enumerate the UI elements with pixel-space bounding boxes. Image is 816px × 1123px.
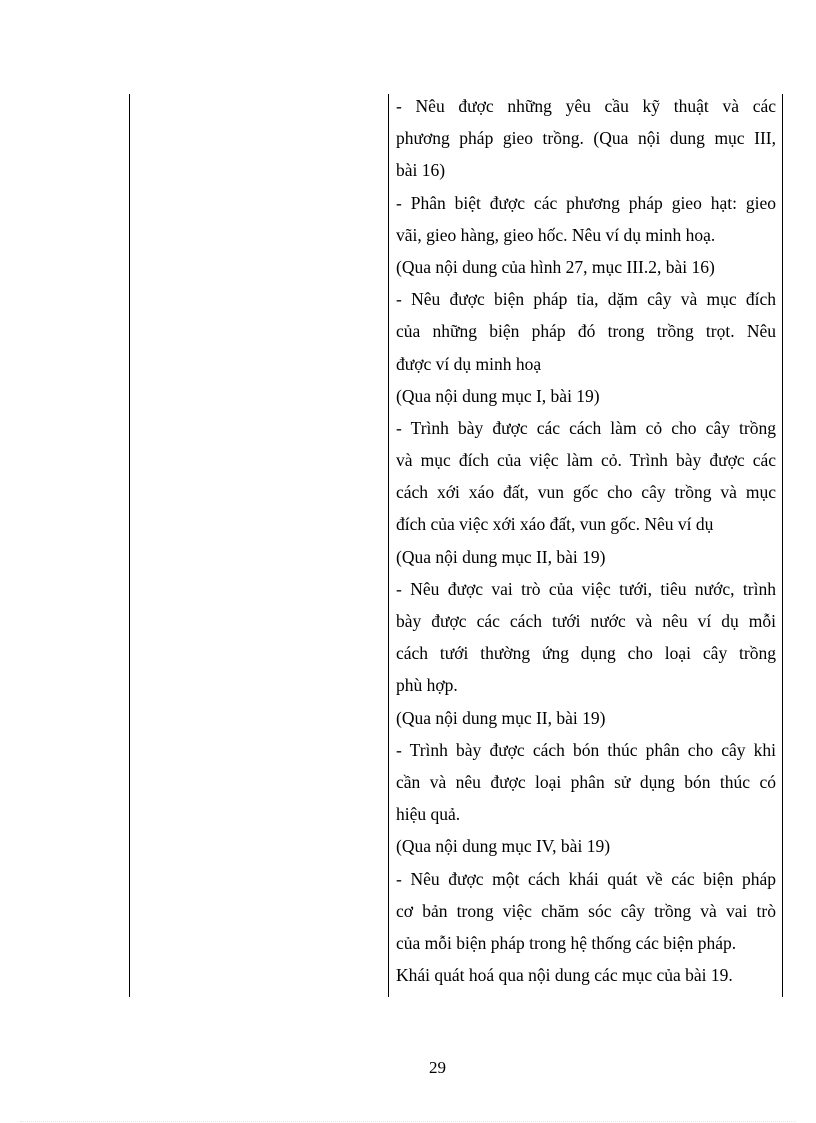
text-line: của mỗi biện pháp trong hệ thống các biện pháp. xyxy=(396,932,737,953)
text-line: (Qua nội dung của hình 27, mục III.2, bài 16) xyxy=(396,256,715,277)
objectives-cell xyxy=(396,90,776,991)
text-line: (Qua nội dung mục II, bài 19) xyxy=(396,546,606,567)
text-line: - Nêu được những yêu cầu kỹ thuật và các xyxy=(396,96,776,116)
text-line: Khái quát hoá qua nội dung các mục của bài 19. xyxy=(396,965,733,986)
page-bottom-edge xyxy=(20,1121,796,1122)
text-line: được ví dụ minh hoạ xyxy=(396,353,542,374)
text-line: và mục đích của việc làm cỏ. Trình bày được các xyxy=(396,450,776,471)
text-line: vãi, gieo hàng, gieo hốc. Nêu ví dụ minh hoạ. xyxy=(396,224,716,245)
text-line: phương pháp gieo trồng. (Qua nội dung mục III, xyxy=(396,128,776,149)
text-line: - Phân biệt được các phương pháp gieo hạt: gieo xyxy=(396,192,776,213)
text-line: - Trình bày được cách bón thúc phân cho cây khi xyxy=(396,739,776,760)
page-number: 29 xyxy=(429,1058,446,1077)
text-line: (Qua nội dung mục I, bài 19) xyxy=(396,385,600,406)
table-right-border xyxy=(782,94,783,997)
text-line: cách xới xáo đất, vun gốc cho cây trồng và mục xyxy=(396,482,776,503)
text-line: - Nêu được vai trò của việc tưới, tiêu nước, trình xyxy=(396,578,776,599)
table-left-border xyxy=(129,94,130,997)
text-line: đích của việc xới xáo đất, vun gốc. Nêu ví dụ xyxy=(396,514,714,535)
text-line: cách tưới thường ứng dụng cho loại cây trồng xyxy=(396,643,776,664)
text-line: hiệu quả. xyxy=(396,804,461,825)
text-line: (Qua nội dung mục IV, bài 19) xyxy=(396,836,611,857)
text-line: của những biện pháp đó trong trồng trọt. Nêu xyxy=(396,321,776,342)
text-line: phù hợp. xyxy=(396,675,458,696)
text-line: bài 16) xyxy=(396,160,446,181)
text-line: cần và nêu được loại phân sử dụng bón thúc có xyxy=(396,771,776,792)
text-line: - Trình bày được các cách làm cỏ cho cây trồng xyxy=(396,417,776,438)
table-column-divider xyxy=(388,94,389,997)
text-line: - Nêu được một cách khái quát về các biện pháp xyxy=(396,868,776,889)
text-line: bày được các cách tưới nước và nêu ví dụ mỗi xyxy=(396,611,776,631)
text-line: cơ bản trong việc chăm sóc cây trồng và vai trò xyxy=(396,900,776,921)
text-line: - Nêu được biện pháp tỉa, dặm cây và mục đích xyxy=(396,289,776,310)
text-line: (Qua nội dung mục II, bài 19) xyxy=(396,707,606,728)
